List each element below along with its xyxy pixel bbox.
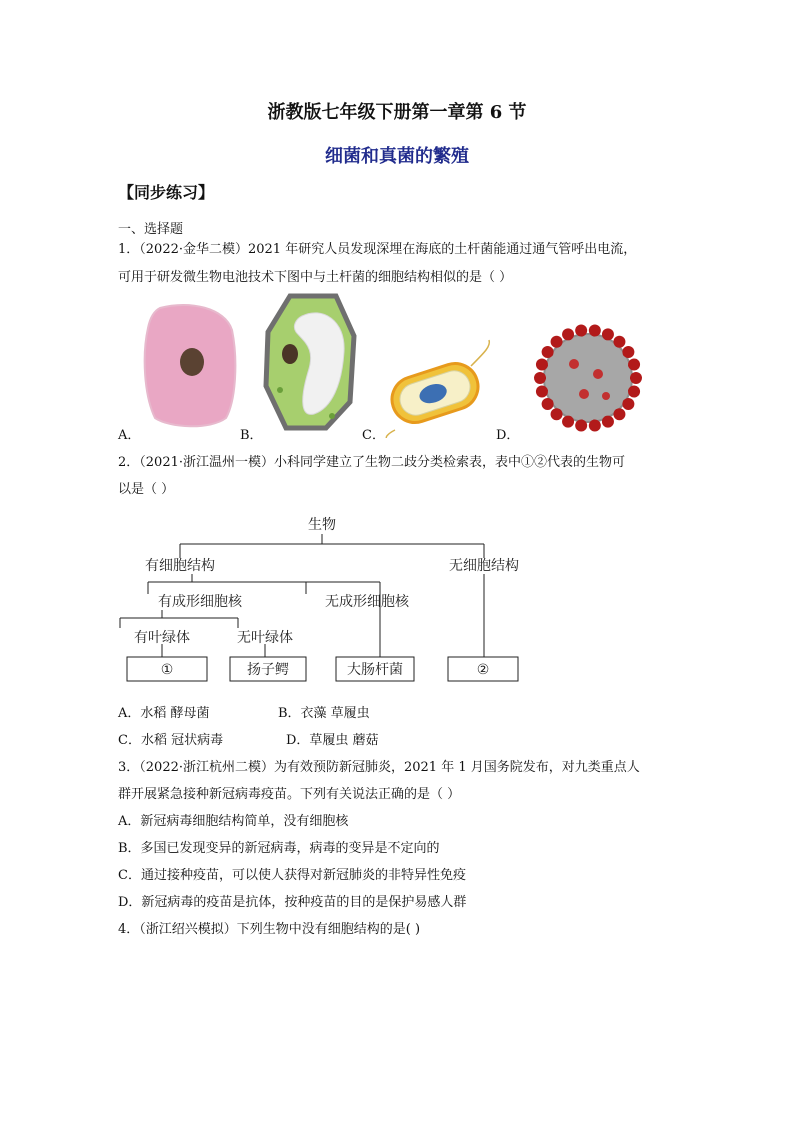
q3-option-c: C．通过接种疫苗，可以使人获得对新冠肺炎的非特异性免疫: [118, 868, 466, 883]
q2-option-c: C．水稻 冠状病毒: [118, 733, 224, 748]
q1-option-label-c: C．: [362, 428, 385, 443]
tree-no-chloroplast-label: 无叶绿体: [237, 630, 293, 646]
tree-has-cell-label: 有细胞结构: [145, 558, 215, 574]
tree-box-alligator: 扬子鳄: [247, 662, 289, 678]
q2-text-line1: 2．（2021·浙江温州一模）小科同学建立了生物二歧分类检索表，表中①②代表的生物可: [118, 455, 625, 470]
tree-has-chloroplast-label: 有叶绿体: [134, 630, 190, 646]
part-heading: 一、选择题: [118, 222, 184, 237]
q3-text-line1: 3．（2022·浙江杭州二模）为有效预防新冠肺炎，2021 年 1 月国务院发布，对九类重点人: [118, 760, 640, 775]
tree-root-label: 生物: [308, 517, 336, 533]
tree-box-2: ②: [476, 662, 490, 678]
q3-option-b: B．多国已发现变异的新冠病毒，病毒的变异是不定向的: [118, 841, 440, 856]
q2-option-a: A．水稻 酵母菌: [118, 706, 210, 721]
q3-option-a: A．新冠病毒细胞结构简单，没有细胞核: [118, 814, 349, 829]
animal-cell-image: [140, 300, 240, 430]
tree-no-cell-label: 无细胞结构: [449, 558, 519, 574]
q3-option-d: D．新冠病毒的疫苗是抗体，按种疫苗的目的是保护易感人群: [118, 895, 467, 910]
section-heading: 【同步练习】: [118, 183, 215, 202]
q1-option-label-d: D．: [496, 428, 520, 443]
q2-text-line2: 以是（ ）: [118, 482, 175, 497]
q1-option-label-a: A．: [118, 428, 141, 443]
plant-cell-image: [262, 292, 358, 432]
q4-text-line1: 4．（浙江绍兴模拟）下列生物中没有细胞结构的是( ): [118, 922, 421, 937]
page-subtitle: 细菌和真菌的繁殖: [325, 146, 469, 167]
q3-text-line2: 群开展紧急接种新冠病毒疫苗。下列有关说法正确的是（ ）: [118, 787, 461, 802]
page-title: 浙教版七年级下册第一章第 6 节: [267, 102, 527, 123]
q2-option-d: D．草履虫 蘑菇: [286, 733, 379, 748]
bacterium-image: [385, 338, 497, 438]
tree-has-nucleus-label: 有成形细胞核: [158, 594, 242, 610]
q1-option-label-b: B．: [240, 428, 263, 443]
tree-box-ecoli: 大肠杆菌: [347, 662, 403, 678]
q1-text-line2: 可用于研发微生物电池技术下图中与土杆菌的细胞结构相似的是（ ）: [118, 270, 513, 285]
tree-no-nucleus-label: 无成形细胞核: [325, 594, 409, 610]
tree-box-1: ①: [160, 662, 174, 678]
q2-option-b: B．衣藻 草履虫: [278, 706, 370, 721]
classification-tree-diagram: [110, 510, 550, 690]
virus-image: [526, 316, 650, 438]
q1-text-line1: 1．（2022·金华二模）2021 年研究人员发现深埋在海底的土杆菌能通过通气管呼出电流，: [118, 242, 637, 257]
